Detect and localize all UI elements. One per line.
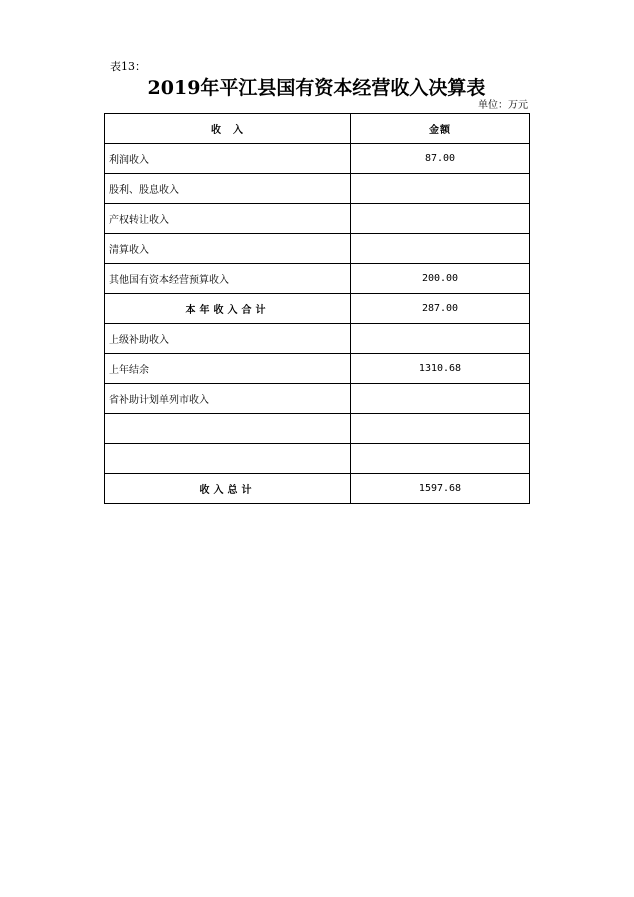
row-amount bbox=[351, 204, 530, 234]
table-row bbox=[105, 384, 530, 414]
header-revenue: 收 入 bbox=[105, 114, 351, 144]
row-item-name: 省补助计划单列市收入 bbox=[105, 384, 351, 414]
table-row bbox=[105, 354, 530, 384]
table-header-row bbox=[105, 114, 530, 144]
row-item-name: 收入总计 bbox=[105, 474, 351, 504]
row-item-name: 利润收入 bbox=[105, 144, 351, 174]
row-amount bbox=[351, 414, 530, 444]
row-amount: 200.00 bbox=[351, 264, 530, 294]
table-total-row bbox=[105, 294, 530, 324]
row-item-name bbox=[105, 444, 351, 474]
row-amount: 1597.68 bbox=[351, 474, 530, 504]
table-row bbox=[105, 144, 530, 174]
revenue-table bbox=[104, 113, 530, 504]
row-item-name bbox=[105, 414, 351, 444]
row-item-name: 上年结余 bbox=[105, 354, 351, 384]
table-row bbox=[105, 324, 530, 354]
row-item-name: 其他国有资本经营预算收入 bbox=[105, 264, 351, 294]
row-amount bbox=[351, 444, 530, 474]
table-row bbox=[105, 444, 530, 474]
revenue-table-body bbox=[105, 114, 530, 504]
row-item-name: 股利、股息收入 bbox=[105, 174, 351, 204]
row-amount bbox=[351, 174, 530, 204]
row-item-name: 产权转让收入 bbox=[105, 204, 351, 234]
table-number-label: 表13： bbox=[110, 60, 146, 73]
document-title: 2019年平江县国有资本经营收入决算表 bbox=[147, 77, 486, 99]
row-amount bbox=[351, 324, 530, 354]
table-row bbox=[105, 414, 530, 444]
row-item-name: 上级补助收入 bbox=[105, 324, 351, 354]
table-total-row bbox=[105, 474, 530, 504]
table-row bbox=[105, 174, 530, 204]
row-amount: 87.00 bbox=[351, 144, 530, 174]
row-item-name: 清算收入 bbox=[105, 234, 351, 264]
row-amount: 1310.68 bbox=[351, 354, 530, 384]
table-row bbox=[105, 234, 530, 264]
row-amount bbox=[351, 384, 530, 414]
unit-label: 单位：万元 bbox=[478, 100, 528, 111]
row-item-name: 本年收入合计 bbox=[105, 294, 351, 324]
row-amount: 287.00 bbox=[351, 294, 530, 324]
table-row bbox=[105, 264, 530, 294]
header-amount: 金额 bbox=[351, 114, 530, 144]
row-amount bbox=[351, 234, 530, 264]
table-row bbox=[105, 204, 530, 234]
